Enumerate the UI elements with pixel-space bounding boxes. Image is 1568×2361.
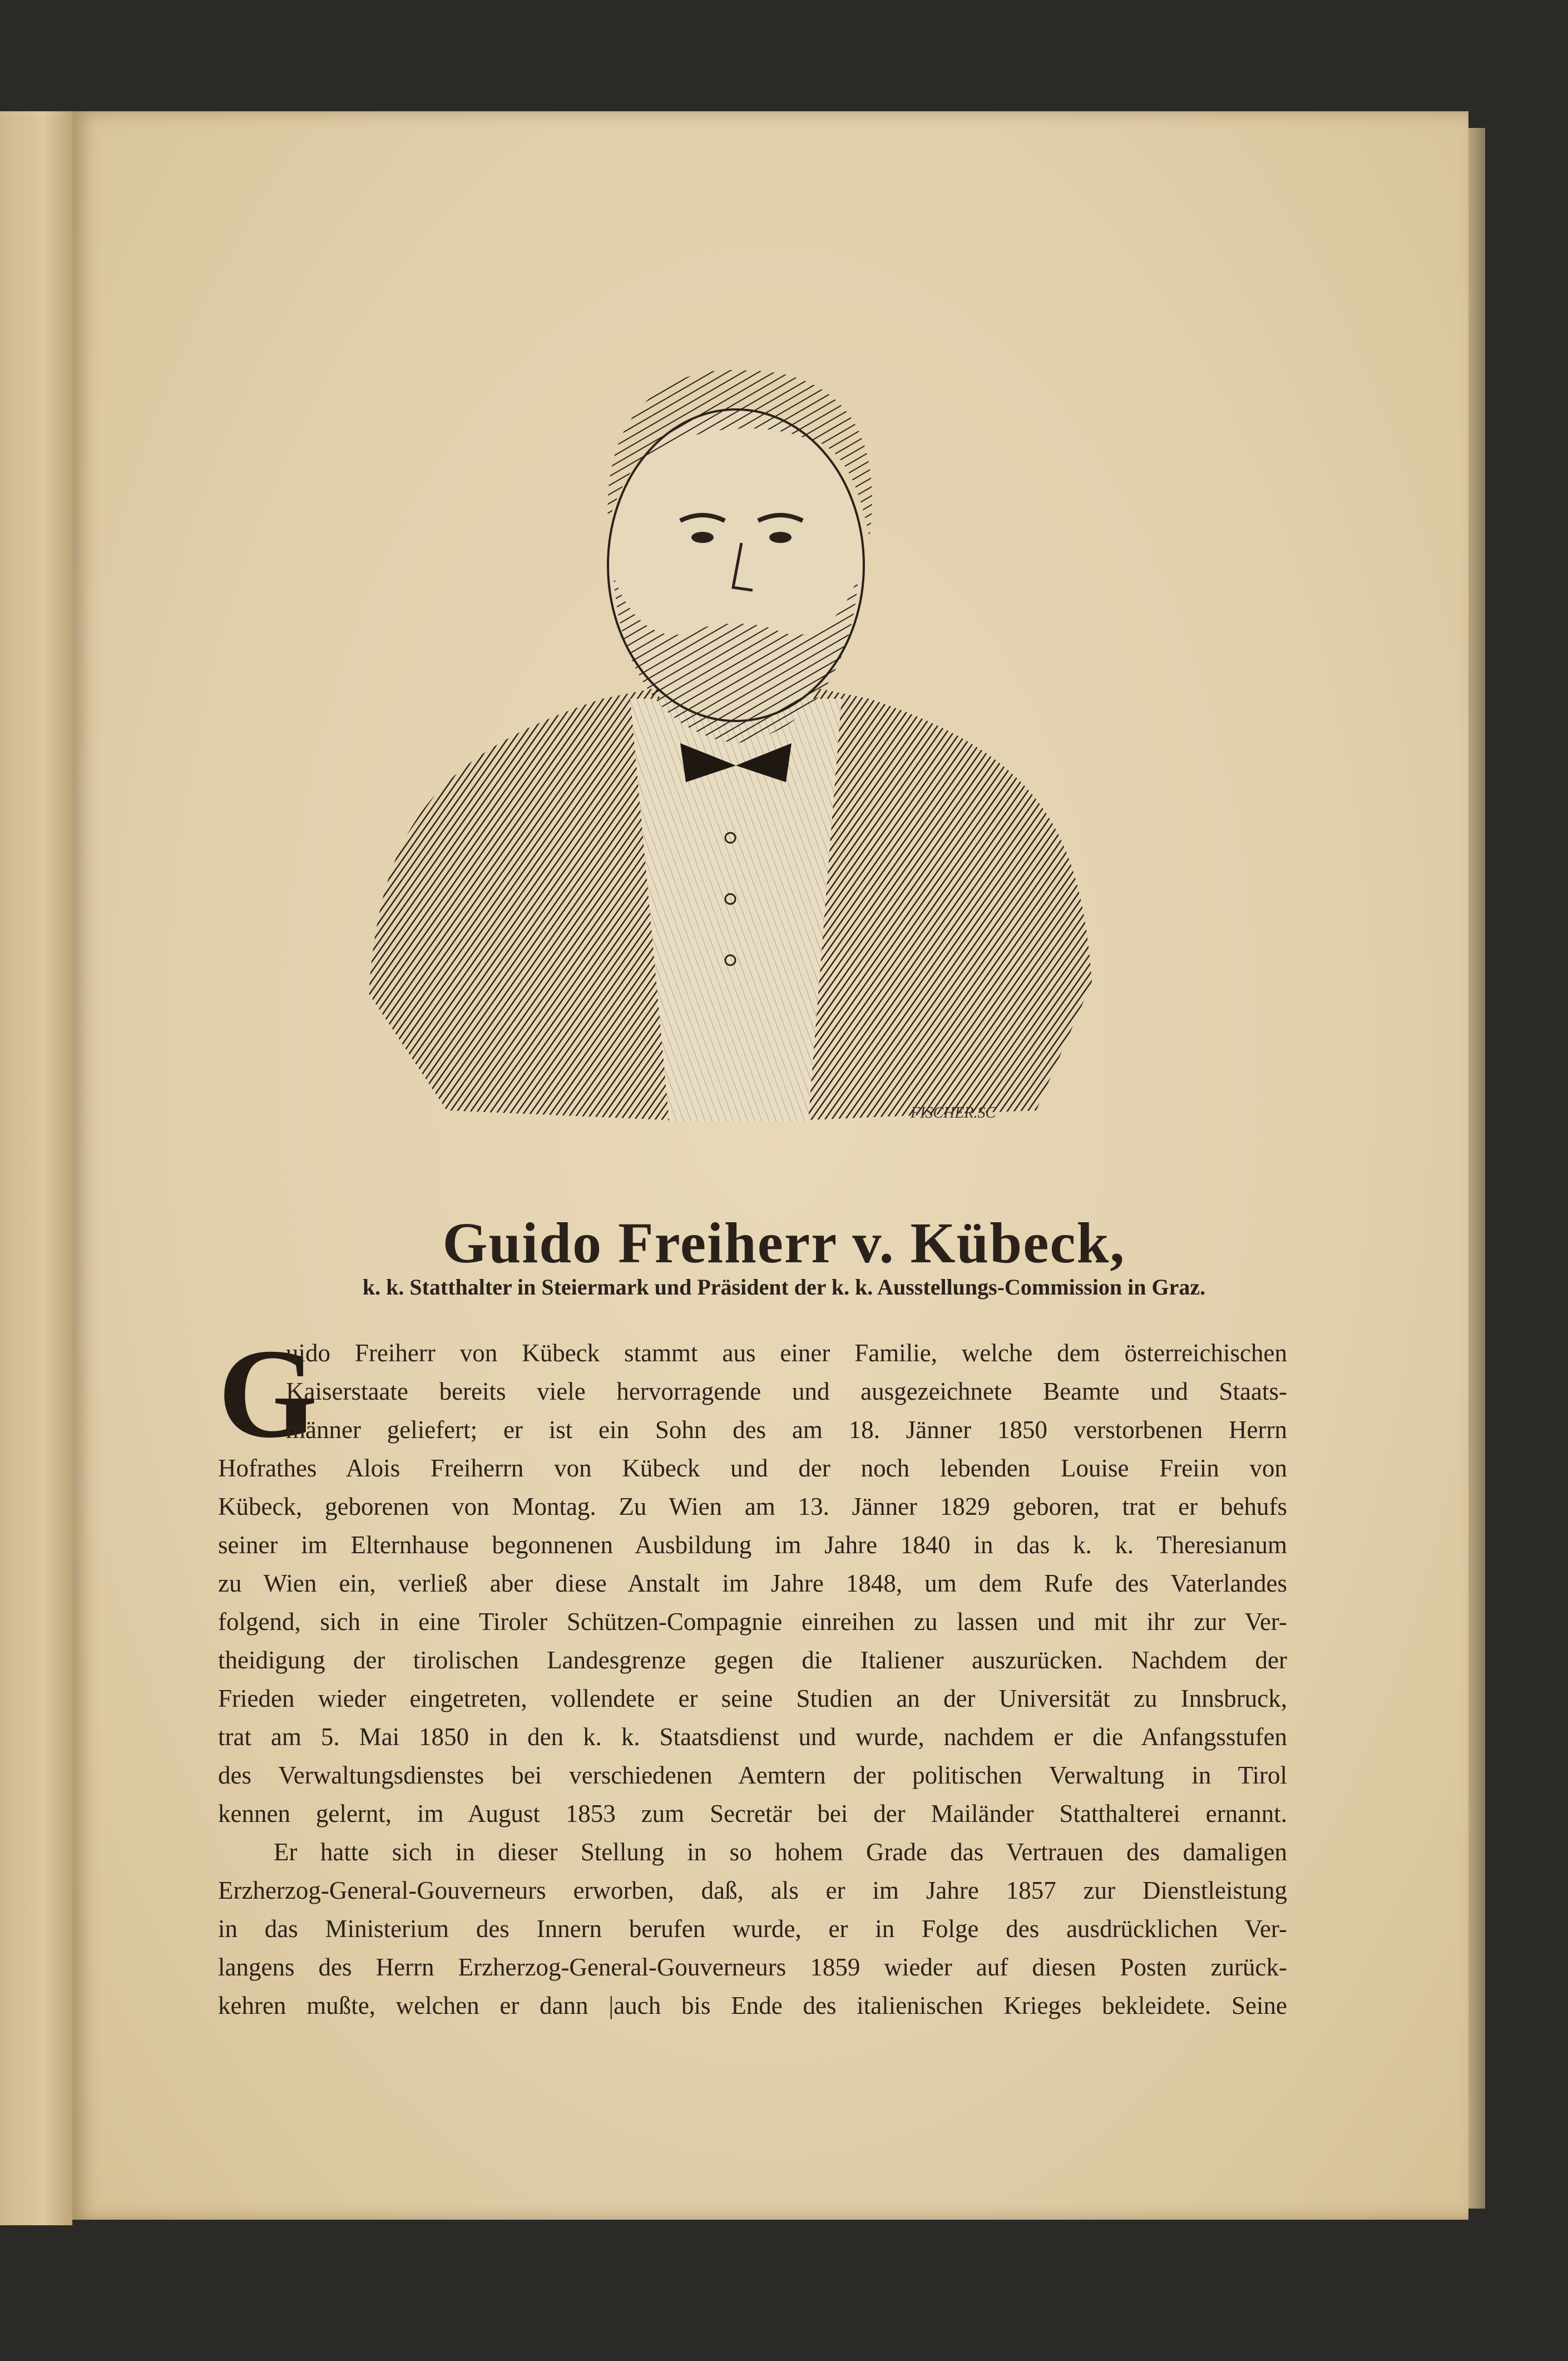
drop-cap: G (218, 1322, 318, 1464)
text-line: theidigung der tirolischen Landesgrenze gegen die Italiener auszurücken. Nachdem der (218, 1646, 1287, 1674)
text-line: folgend, sich in eine Tiroler Schützen-Compagnie einreihen zu lassen und mit ihr zur Ver- (218, 1608, 1287, 1636)
text-line: zu Wien ein, verließ aber diese Anstalt im Jahre 1848, um dem Rufe des Vaterlandes (218, 1569, 1287, 1597)
left-page-edge (0, 111, 72, 2225)
text-line: langens des Herrn Erzherzog-General-Gouverneurs 1859 wieder auf diesen Posten zurück- (218, 1953, 1287, 1981)
text-line: in das Ministerium des Innern berufen wurde, er in Folge des ausdrücklichen Ver- (218, 1915, 1287, 1943)
text-line: Erzherzog-General-Gouverneurs erworben, daß, als er im Jahre 1857 zur Dienstleistung (218, 1876, 1287, 1904)
text-line: kennen gelernt, im August 1853 zum Secretär bei der Mailänder Statthalterei ernannt. (218, 1800, 1287, 1827)
text-line: männer geliefert; er ist ein Sohn des am 18. Jänner 1850 verstorbenen Herrn (286, 1416, 1287, 1444)
text-line: seiner im Elternhause begonnenen Ausbildung im Jahre 1840 in das k. k. Theresianum (218, 1531, 1287, 1559)
text-line: Frieden wieder eingetreten, vollendete er seine Studien an der Universität zu Innsbruck, (218, 1685, 1287, 1712)
engraver-signature: FISCHER.SC (911, 1104, 996, 1122)
text-line: trat am 5. Mai 1850 in den k. k. Staatsdienst und wurde, nachdem er die Anfangsstufen (218, 1723, 1287, 1751)
page-stack-edge (1468, 128, 1485, 2209)
portrait-engraving (369, 354, 1103, 1144)
page-title: Guido Freiherr v. Kübeck, (442, 1211, 1126, 1275)
text-line: kehren mußte, welchen er dann |auch bis Ende des italienischen Krieges bekleidete. Seine (218, 1992, 1287, 2019)
page-subtitle: k. k. Statthalter in Steiermark und Präsident der k. k. Ausstellungs-Commission in Graz. (362, 1275, 1206, 1300)
text-line: Er hatte sich in dieser Stellung in so hohem Grade das Vertrauen des damaligen (274, 1838, 1287, 1866)
text-line: Kaiserstaate bereits viele hervorragende und ausgezeichnete Beamte und Staats- (286, 1377, 1287, 1405)
text-line: Kübeck, geborenen von Montag. Zu Wien am 13. Jänner 1829 geboren, trat er behufs (218, 1493, 1287, 1520)
text-line: des Verwaltungsdienstes bei verschiedenen Aemtern der politischen Verwaltung in Tirol (218, 1761, 1287, 1789)
text-line: Hofrathes Alois Freiherrn von Kübeck und der noch lebenden Louise Freiin von (218, 1454, 1287, 1482)
body-text (218, 1322, 1287, 2025)
text-line: uido Freiherr von Kübeck stammt aus einer Familie, welche dem österreichischen (286, 1339, 1287, 1367)
